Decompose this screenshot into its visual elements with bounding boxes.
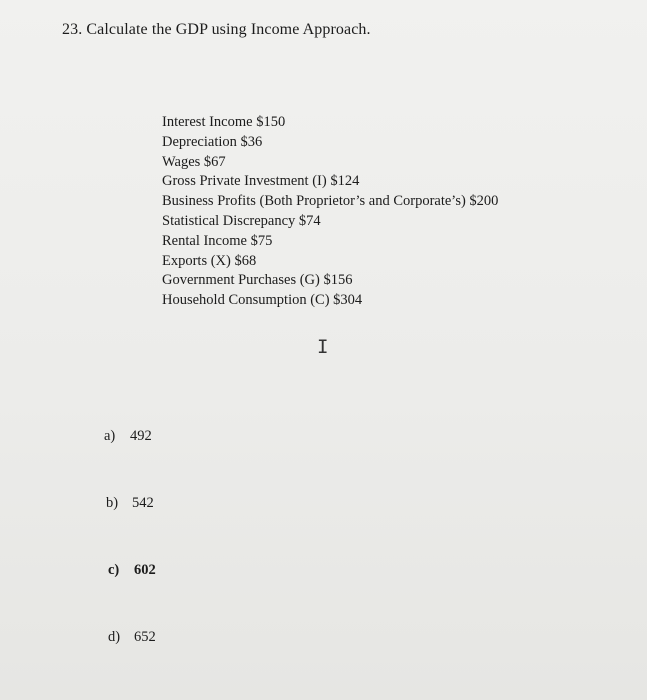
list-item: Household Consumption (C) $304 — [162, 292, 363, 309]
answer-option-c[interactable] — [108, 562, 156, 579]
answer-option-d[interactable] — [108, 629, 156, 646]
option-letter: d) — [108, 629, 121, 645]
list-item: Exports (X) $68 — [162, 252, 257, 269]
question-title: 23. Calculate the GDP using Income Approach. — [62, 21, 371, 38]
option-letter: a) — [104, 428, 116, 444]
option-value: 542 — [132, 495, 154, 511]
answer-option-a[interactable] — [104, 428, 152, 445]
list-item: Rental Income $75 — [162, 232, 273, 249]
list-item: Wages $67 — [162, 153, 226, 170]
text-cursor-icon: I — [317, 336, 329, 358]
list-item: Government Purchases (G) $156 — [162, 272, 353, 289]
answer-option-b[interactable] — [106, 495, 154, 512]
income-items-list — [162, 113, 498, 311]
list-item: Business Profits (Both Proprietor’s and Corporate’s) $200 — [162, 193, 499, 210]
option-letter: c) — [108, 562, 120, 578]
list-item: Interest Income $150 — [162, 114, 286, 130]
list-item: Depreciation $36 — [162, 133, 263, 150]
option-letter: b) — [106, 495, 119, 511]
option-value: 602 — [134, 562, 156, 578]
list-item: Gross Private Investment (I) $124 — [162, 173, 360, 190]
option-value: 492 — [130, 428, 152, 444]
option-value: 652 — [134, 629, 156, 645]
list-item: Statistical Discrepancy $74 — [162, 212, 321, 229]
